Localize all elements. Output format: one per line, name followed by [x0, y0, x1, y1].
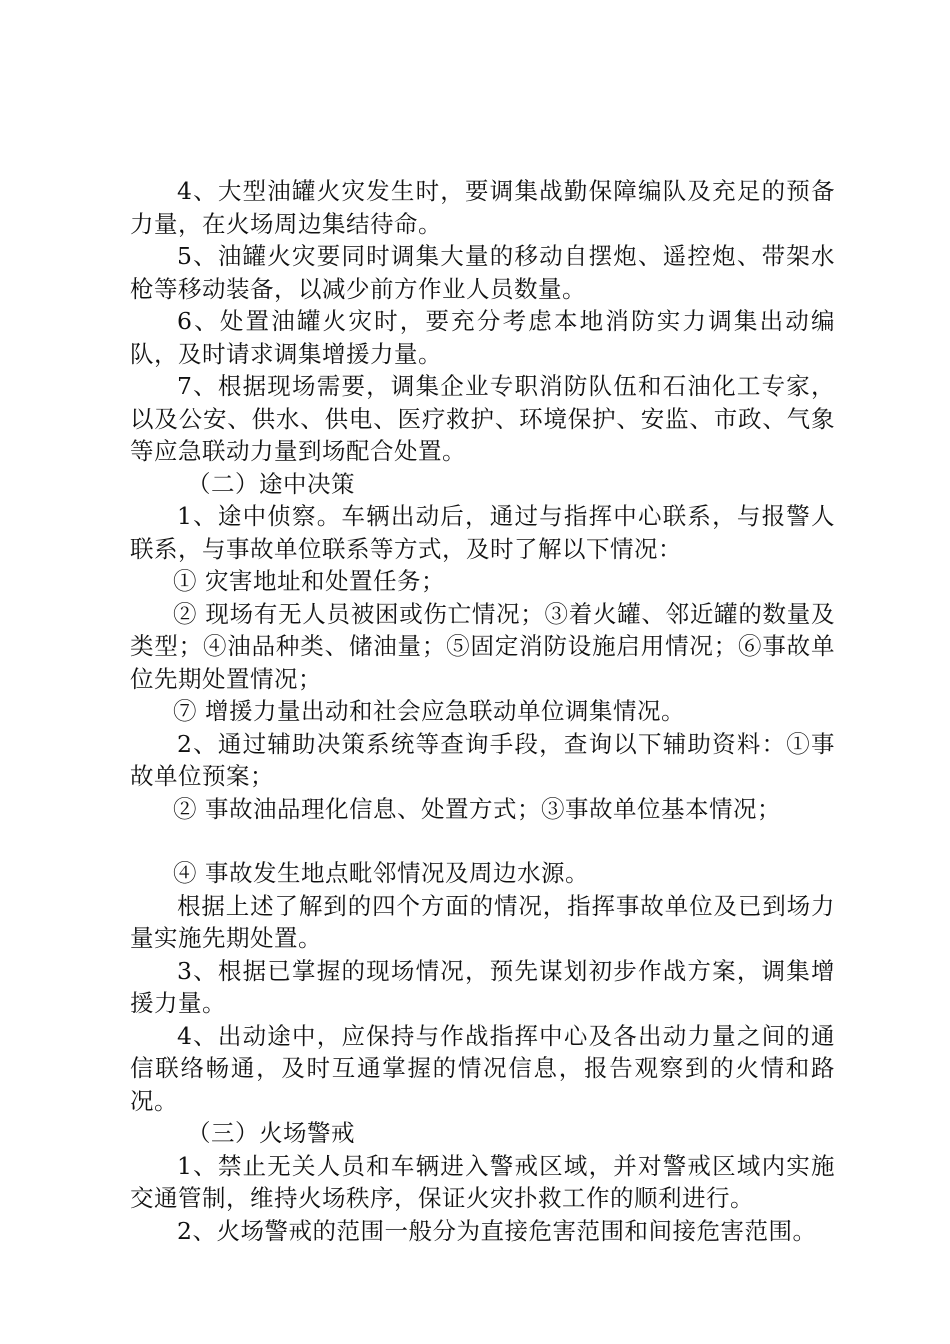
paragraph-sub-disaster-address: ① 灾害地址和处置任务；	[173, 567, 445, 595]
paragraph-sub-reinforcement-status: ⑦ 增援力量出动和社会应急联动单位调集情况。	[173, 697, 685, 725]
paragraph-item-7-linkage-forces: 7、根据现场需要，调集企业专职消防队伍和石油化工专家，以及公安、供水、供电、医疗救护、环境保护、安监、市政、气象等应急联动力量到场配合处置。	[130, 372, 835, 465]
paragraph-item-2-cordon-range: 2、火场警戒的范围一般分为直接危害范围和间接危害范围。	[177, 1216, 817, 1245]
paragraph-item-4-communications: 4、出动途中，应保持与作战指挥中心及各出动力量之间的通信联络畅通，及时互通掌握的情况信息，报告观察到的火情和路况。	[130, 1021, 835, 1115]
paragraph-item-5-mobile-equipment: 5、油罐火灾要同时调集大量的移动自摆炮、遥控炮、带架水枪等移动装备，以减少前方作业人员数量。	[130, 242, 835, 303]
paragraph-sub-adjacent-water-source: ④ 事故发生地点毗邻情况及周边水源。	[173, 859, 589, 887]
paragraph-item-4-oil-tank-reserve: 4、大型油罐火灾发生时，要调集战勤保障编队及充足的预备力量，在火场周边集结待命。	[130, 177, 835, 238]
paragraph-item-3-battle-plan: 3、根据已掌握的现场情况，预先谋划初步作战方案，调集增援力量。	[130, 956, 835, 1017]
paragraph-item-1-reconnaissance: 1、途中侦察。车辆出动后，通过与指挥中心联系，与报警人联系，与事故单位联系等方式，及时了解以下情况：	[130, 502, 835, 563]
section-heading-en-route-decision: （二）途中决策	[187, 469, 355, 498]
paragraph-initial-handling: 根据上述了解到的四个方面的情况，指挥事故单位及已到场力量实施先期处置。	[130, 891, 835, 952]
section-heading-fire-cordon: （三）火场警戒	[187, 1119, 355, 1147]
document-body	[130, 175, 835, 1247]
paragraph-item-2-decision-support: 2、通过辅助决策系统等查询手段，查询以下辅助资料：①事故单位预案；	[130, 729, 835, 790]
paragraph-sub-oil-properties: ② 事故油品理化信息、处置方式；③事故单位基本情况；	[173, 794, 781, 823]
paragraph-item-1-traffic-control: 1、禁止无关人员和车辆进入警戒区域，并对警戒区域内实施交通管制，维持火场秩序，保证火灾扑救工作的顺利进行。	[130, 1151, 835, 1212]
paragraph-item-6-reinforcement: 6、处置油罐火灾时，要充分考虑本地消防实力调集出动编队，及时请求调集增援力量。	[130, 307, 835, 368]
paragraph-sub-scene-conditions: ② 现场有无人员被困或伤亡情况；③着火罐、邻近罐的数量及类型；④油品种类、储油量；⑤固定消防设施启用情况；⑥事故单位先期处置情况；	[130, 599, 835, 693]
